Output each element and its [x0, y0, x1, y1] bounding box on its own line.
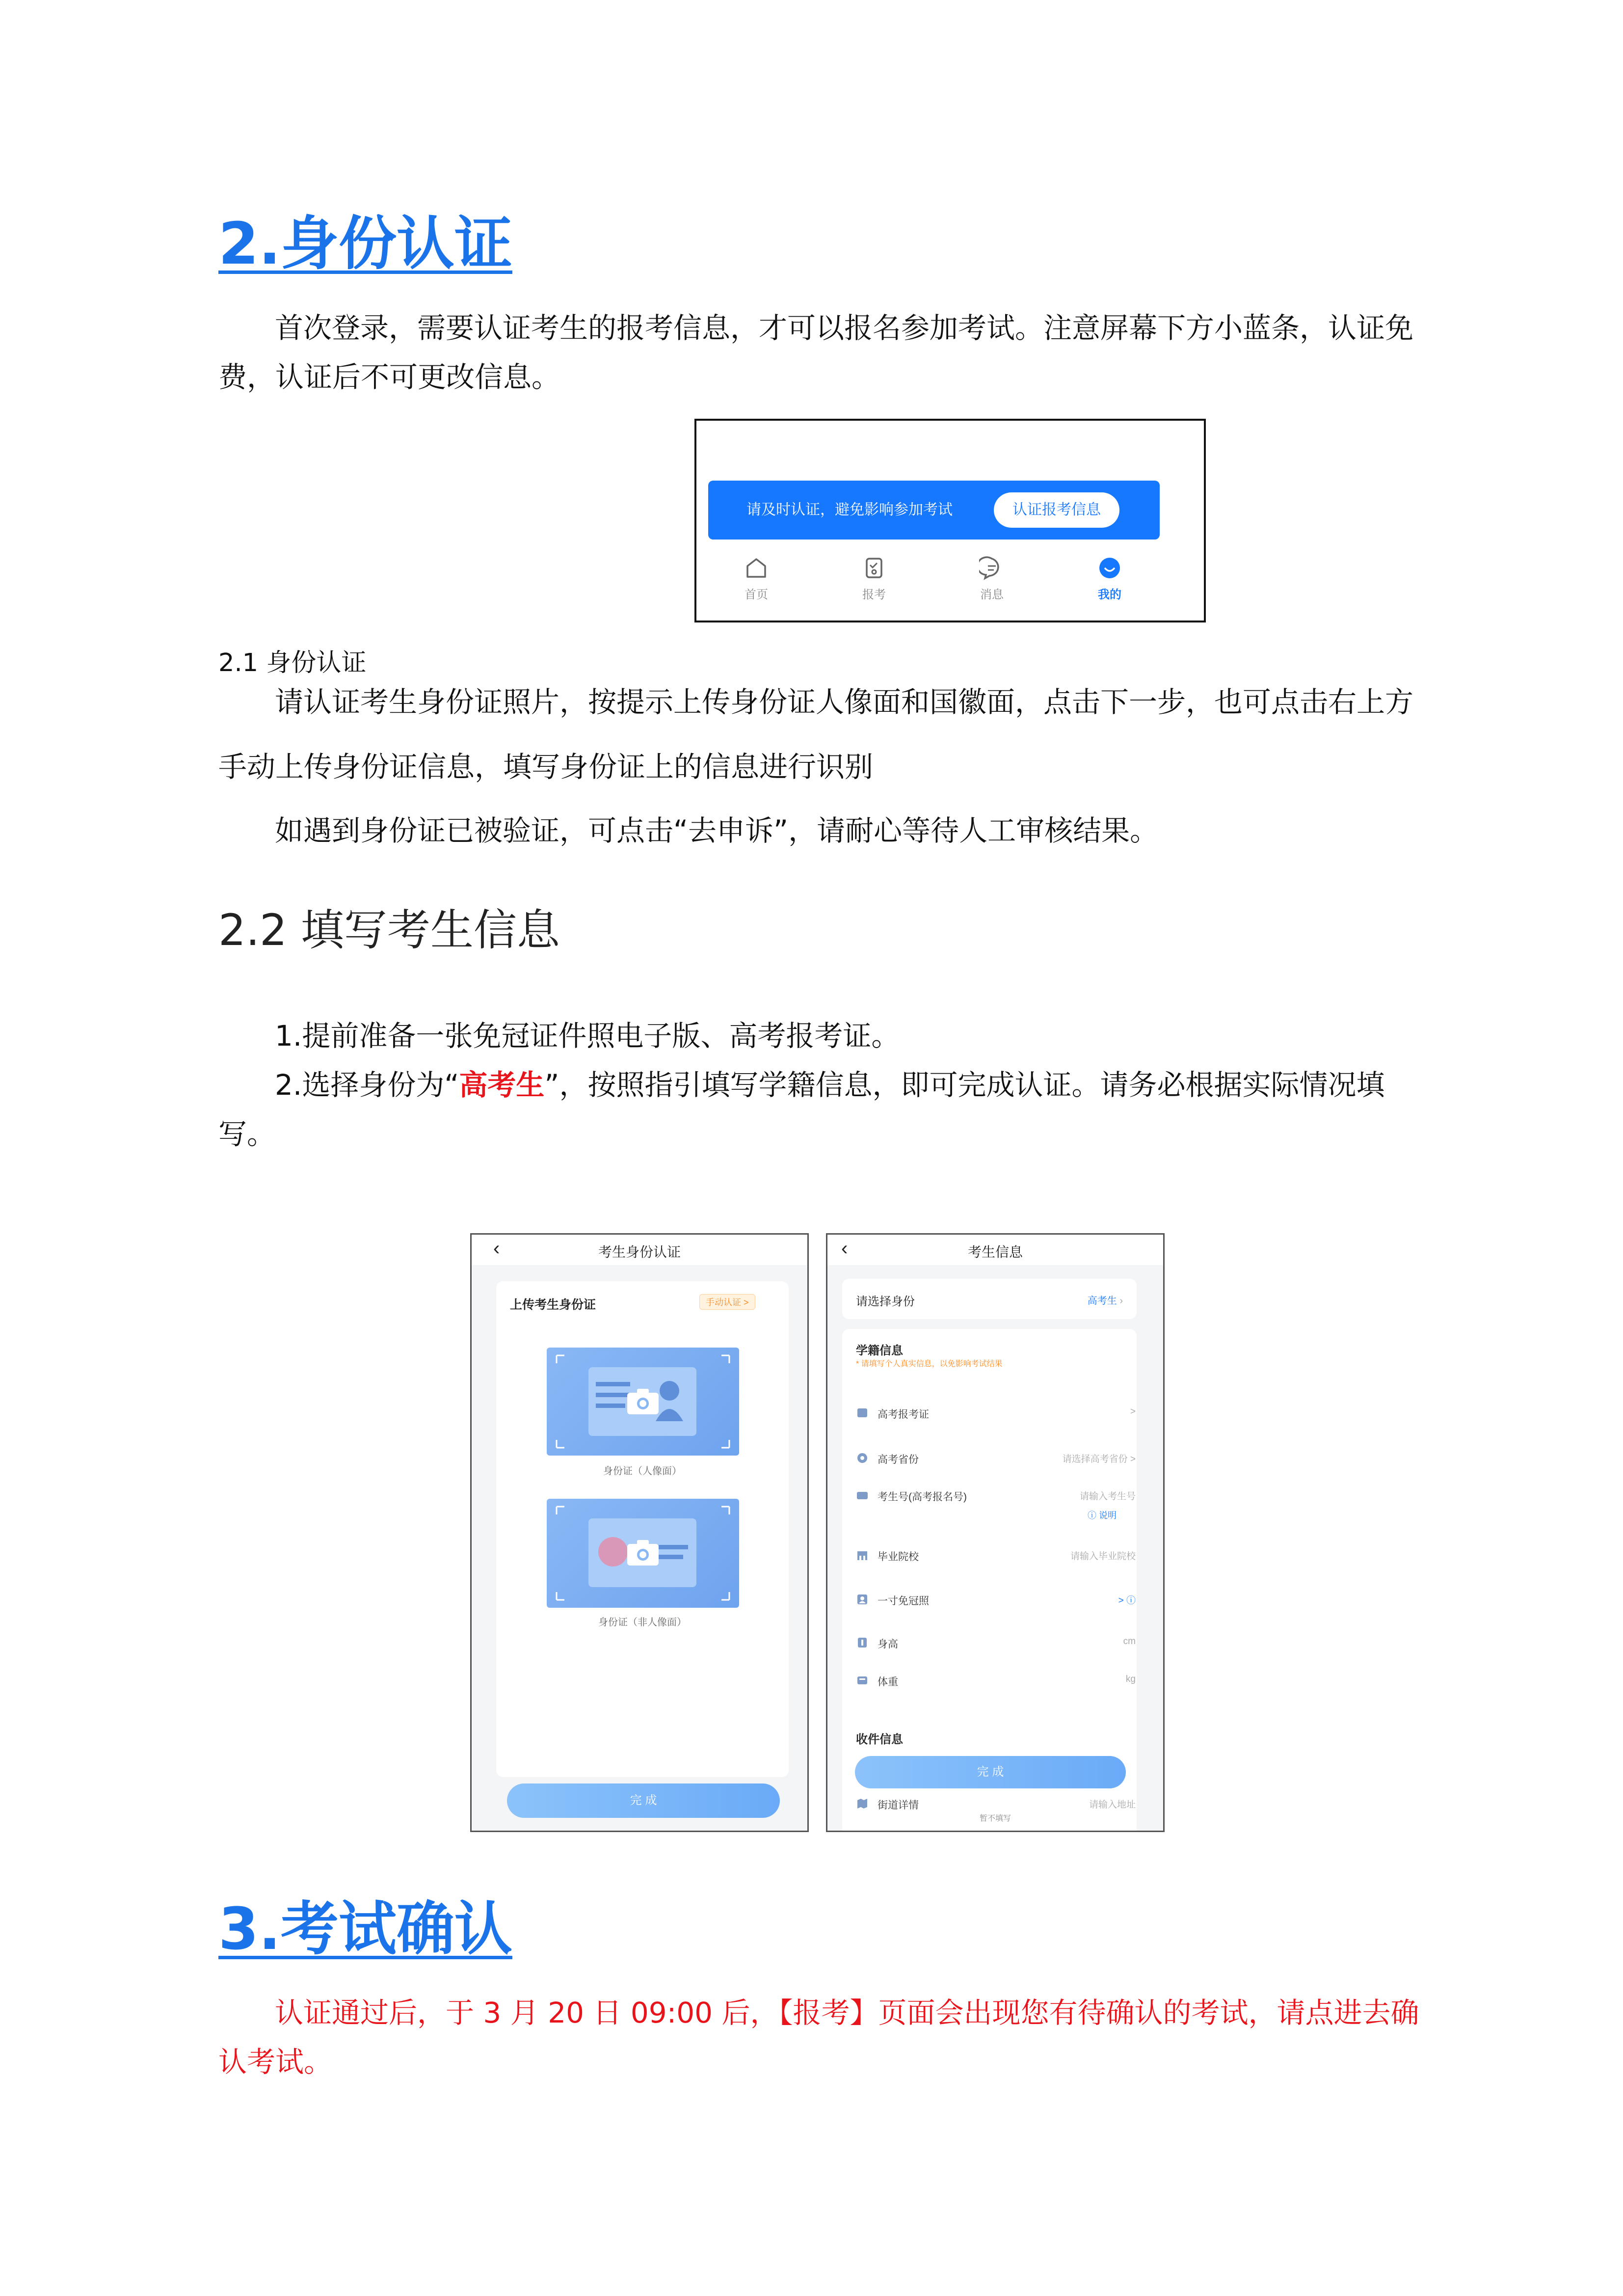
id-card-icon [856, 1406, 869, 1419]
auth-reminder-text: 请及时认证，避免影响参加考试 [746, 501, 953, 518]
card-icon [856, 1489, 869, 1502]
tab-messages[interactable] [962, 555, 1021, 602]
screen-title: 考生身份认证 [598, 1244, 681, 1260]
identity-label: 请选择身份 [856, 1295, 915, 1308]
row-weight[interactable] [856, 1669, 1136, 1694]
section-2-1-heading: 2.1 身份认证 [218, 648, 367, 677]
identity-value-text: 高考生 [1087, 1296, 1117, 1306]
section-2-1-p1-line1: 请认证考生身份证照片，按提示上传身份证人像面和国徽面，点击下一步，也可点击右上方 [275, 685, 1414, 719]
row-label: 高考报考证 [878, 1409, 929, 1420]
row-height[interactable] [856, 1631, 1136, 1656]
section-2-2-item2 [275, 1060, 1384, 1109]
id-front-upload[interactable] [547, 1348, 739, 1456]
map-icon [856, 1797, 869, 1810]
row-label: 毕业院校 [878, 1551, 919, 1563]
camera-icon [625, 1538, 661, 1567]
row-graduated-school[interactable] [856, 1544, 1136, 1568]
user-smile-icon [1097, 555, 1122, 581]
chevron-right-icon: › [1119, 1296, 1123, 1306]
row-value: 请输入考生号 [1079, 1491, 1136, 1502]
identity-value [1088, 1293, 1123, 1307]
manual-verify-tag[interactable]: 手动认证 > [699, 1294, 755, 1310]
section-2-heading: 2.身份认证 [218, 210, 512, 277]
tab-register[interactable] [845, 555, 904, 602]
bottom-tab-bar [696, 552, 1204, 621]
row-label: 一寸免冠照 [878, 1595, 929, 1607]
row-exam-number[interactable] [856, 1484, 1136, 1509]
id-back-caption: 身份证（非人像面） [598, 1617, 687, 1628]
tab-register-label: 报考 [862, 588, 886, 601]
row-label: 街道详情 [878, 1800, 919, 1811]
upload-card-title: 上传考生身份证 [510, 1298, 596, 1312]
row-photo[interactable] [856, 1588, 1136, 1613]
section-2-intro-line2: 费，认证后不可更改信息。 [218, 360, 560, 394]
section-2-1-p1-line2: 手动上传身份证信息，填写身份证上的信息进行识别 [218, 750, 874, 783]
finish-button[interactable]: 完 成 [855, 1756, 1126, 1788]
identity-select-row[interactable] [842, 1279, 1137, 1319]
tab-mine[interactable] [1080, 555, 1139, 602]
school-section-title: 学籍信息 [856, 1344, 903, 1357]
row-value: 请输入地址 [1089, 1800, 1136, 1810]
message-icon [979, 555, 1005, 581]
skip-link[interactable]: 暂不填写 [979, 1814, 1011, 1823]
row-province[interactable] [856, 1447, 1136, 1471]
school-note: * 请填写个人真实信息，以免影响考试结果 [856, 1360, 1003, 1368]
item2-highlight: 高考生 [459, 1068, 545, 1102]
ruler-icon [856, 1636, 869, 1649]
tab-home[interactable] [727, 555, 786, 602]
clipboard-icon [861, 555, 887, 581]
back-arrow-icon[interactable]: ‹ [841, 1238, 848, 1259]
row-exam-permit[interactable] [856, 1402, 1136, 1426]
section-2-intro-line1: 首次登录，需要认证考生的报考信息，才可以报名参加考试。注意屏幕下方小蓝条，认证免 [275, 311, 1414, 345]
row-label: 高考省份 [878, 1454, 919, 1465]
section-2-1-p2: 如遇到身份证已被验证，可点击“去申诉”，请耐心等待人工审核结果。 [275, 814, 1159, 847]
auth-reminder-banner [708, 481, 1160, 540]
section-2-2-heading: 2.2 填写考生信息 [218, 905, 560, 955]
row-value: > [1130, 1406, 1136, 1417]
location-icon [856, 1452, 869, 1464]
building-icon [856, 1549, 869, 1562]
section-3-heading: 3.考试确认 [218, 1895, 512, 1963]
nav-bar [827, 1235, 1163, 1265]
back-arrow-icon[interactable]: ‹ [493, 1238, 500, 1259]
nav-bar [472, 1235, 807, 1265]
row-label: 体重 [878, 1676, 898, 1688]
upload-card [496, 1281, 789, 1777]
tab-home-label: 首页 [745, 588, 768, 601]
row-label: 考生号(高考报名号) [878, 1491, 967, 1503]
scale-icon [856, 1674, 869, 1687]
section-3-line2: 认考试。 [218, 2045, 333, 2079]
section-2-2-item2-line2: 写。 [218, 1117, 276, 1151]
row-value: 请输入毕业院校 [1070, 1551, 1136, 1562]
user-icon [856, 1593, 869, 1606]
row-label: 身高 [878, 1639, 898, 1650]
tab-messages-label: 消息 [980, 588, 1004, 601]
auth-banner-screenshot [694, 419, 1206, 622]
id-verify-screenshot [470, 1233, 809, 1832]
explain-link[interactable]: ⓘ 说明 [1088, 1511, 1117, 1520]
tab-mine-label: 我的 [1098, 588, 1121, 601]
section-3-line1: 认证通过后，于 3 月 20 日 09:00 后，【报考】页面会出现您有待确认的考试，请点进去确 [275, 1996, 1419, 2029]
row-value: cm [1123, 1636, 1136, 1647]
screen-title: 考生信息 [967, 1244, 1023, 1260]
student-info-screenshot [826, 1233, 1165, 1832]
verify-info-button[interactable]: 认证报考信息 [994, 492, 1119, 528]
id-front-caption: 身份证（人像面） [603, 1466, 682, 1477]
camera-icon [625, 1387, 661, 1416]
finish-button[interactable]: 完 成 [507, 1783, 780, 1818]
section-2-2-item1: 1.提前准备一张免冠证件照电子版、高考报考证。 [275, 1019, 900, 1053]
item2-prefix: 2.选择身份为“ [275, 1068, 459, 1102]
row-value: 请选择高考省份 > [1062, 1454, 1136, 1464]
row-value: > ⓘ [1118, 1595, 1136, 1606]
item2-suffix: ”，按照指引填写学籍信息，即可完成认证。请务必根据实际情况填 [544, 1068, 1385, 1102]
mail-section-title: 收件信息 [856, 1733, 903, 1746]
home-icon [744, 555, 769, 581]
id-back-upload[interactable] [547, 1499, 739, 1608]
row-value: kg [1125, 1674, 1136, 1684]
